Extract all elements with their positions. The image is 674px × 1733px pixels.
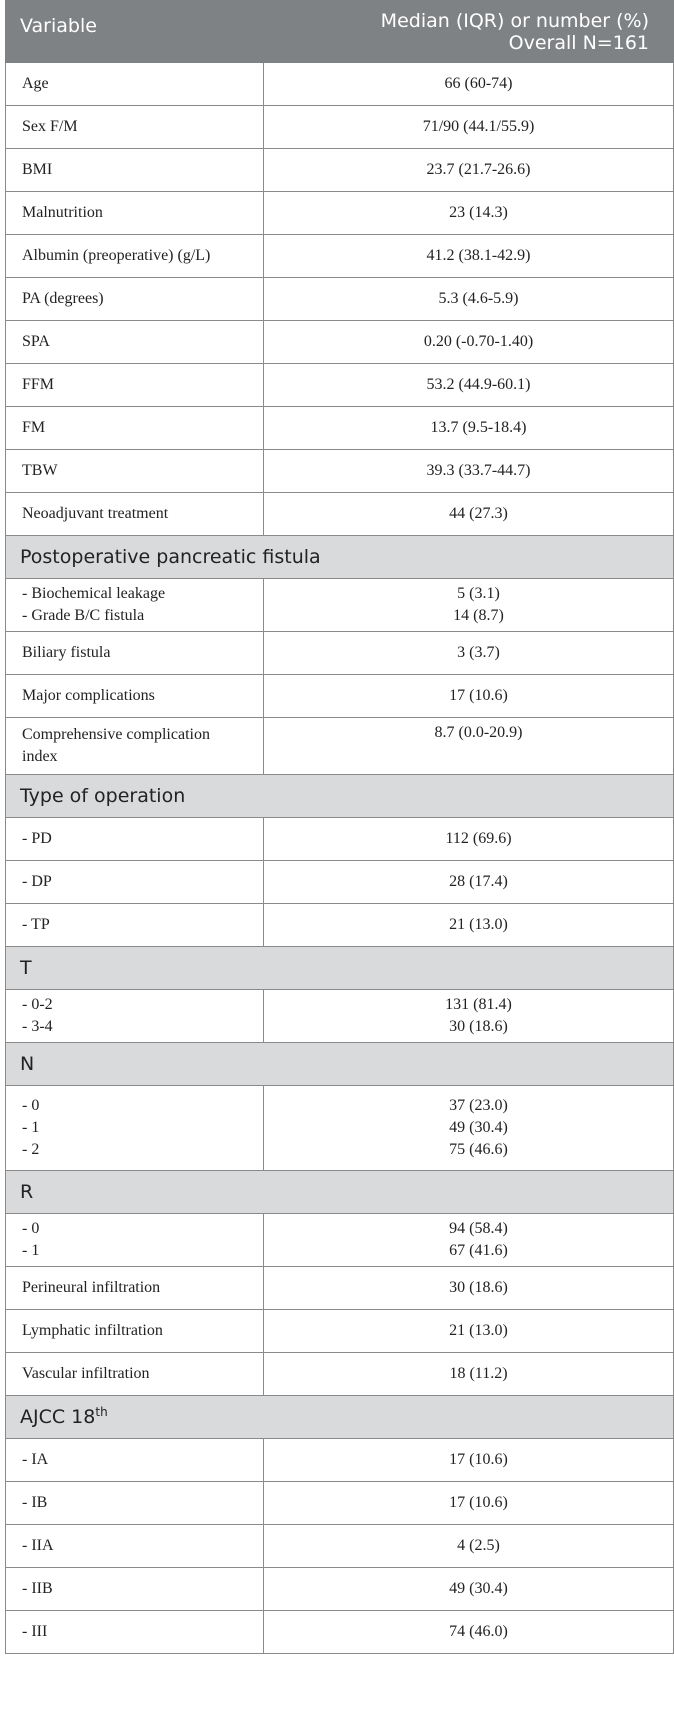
row-label: Major complications [6, 675, 264, 718]
section-title: N [6, 1043, 674, 1086]
table-row-t [6, 990, 674, 1043]
row-label [6, 579, 264, 632]
row-label: - IIB [6, 1568, 264, 1611]
row-value: 13.7 (9.5-18.4) [264, 407, 674, 450]
row-label: FFM [6, 364, 264, 407]
row-label-line: - Grade B/C fistula [22, 607, 145, 624]
row-value: 21 (13.0) [264, 1310, 674, 1353]
row-label: Sex F/M [6, 106, 264, 149]
table-row-iib [6, 1568, 674, 1611]
row-value: 18 (11.2) [264, 1353, 674, 1396]
table-row-bmi [6, 149, 674, 192]
row-label: FM [6, 407, 264, 450]
section-title [6, 1396, 674, 1439]
row-label: - IB [6, 1482, 264, 1525]
row-value: 28 (17.4) [264, 861, 674, 904]
section-title: R [6, 1171, 674, 1214]
row-value: 3 (3.7) [264, 632, 674, 675]
row-label: TBW [6, 450, 264, 493]
table-row-sex [6, 106, 674, 149]
row-label-line: - 0-2 [22, 996, 53, 1013]
table-row-tp [6, 904, 674, 947]
row-value [264, 579, 674, 632]
table-row-major [6, 675, 674, 718]
table-row-fm [6, 407, 674, 450]
row-label: - DP [6, 861, 264, 904]
table-row-ib [6, 1482, 674, 1525]
table-row-perineural [6, 1267, 674, 1310]
table-row-popf [6, 579, 674, 632]
row-label: Malnutrition [6, 192, 264, 235]
row-label-line: - 1 [22, 1119, 40, 1136]
section-row-operation [6, 775, 674, 818]
row-value-line: 14 (8.7) [453, 607, 504, 624]
row-value: 17 (10.6) [264, 1439, 674, 1482]
row-label: Lymphatic infiltration [6, 1310, 264, 1353]
row-label [6, 1214, 264, 1267]
row-value-line: 67 (41.6) [449, 1242, 508, 1259]
row-label-line: - 0 [22, 1220, 40, 1237]
table-row-neoadjuvant [6, 493, 674, 536]
characteristics-table [5, 0, 674, 1654]
table-row-vascular [6, 1353, 674, 1396]
table-row-dp [6, 861, 674, 904]
row-label: Albumin (preoperative) (g/L) [6, 235, 264, 278]
row-value: 4 (2.5) [264, 1525, 674, 1568]
section-row-t [6, 947, 674, 990]
row-label: PA (degrees) [6, 278, 264, 321]
row-label-line: - 0 [22, 1097, 40, 1114]
section-title: Type of operation [6, 775, 674, 818]
row-value-line: 94 (58.4) [449, 1220, 508, 1237]
row-label: Age [6, 63, 264, 106]
row-value-line: 5 (3.1) [457, 585, 500, 602]
row-label: - IIA [6, 1525, 264, 1568]
table-row-tbw [6, 450, 674, 493]
row-label [6, 718, 264, 775]
row-value: 49 (30.4) [264, 1568, 674, 1611]
row-value-line: 30 (18.6) [449, 1018, 508, 1035]
header-value-line2: Overall N=161 [508, 31, 649, 54]
table-row-r [6, 1214, 674, 1267]
row-value: 8.7 (0.0-20.9) [264, 718, 674, 775]
row-value [264, 1214, 674, 1267]
row-value: 23 (14.3) [264, 192, 674, 235]
row-label [6, 1086, 264, 1171]
row-label: - PD [6, 818, 264, 861]
row-value-line: 37 (23.0) [449, 1097, 508, 1114]
header-row [6, 1, 674, 63]
section-row-r [6, 1171, 674, 1214]
section-row-n [6, 1043, 674, 1086]
row-value: 17 (10.6) [264, 675, 674, 718]
table-row-cci [6, 718, 674, 775]
row-label-line: - 2 [22, 1141, 40, 1158]
row-value: 44 (27.3) [264, 493, 674, 536]
table-row-lymphatic [6, 1310, 674, 1353]
row-label: BMI [6, 149, 264, 192]
section-title-text: AJCC 18 [20, 1406, 96, 1428]
table-row-malnutrition [6, 192, 674, 235]
row-label-line: - Biochemical leakage [22, 585, 166, 602]
row-value-line: 75 (46.6) [449, 1141, 508, 1158]
row-label-line: index [22, 748, 58, 765]
row-value: 23.7 (21.7-26.6) [264, 149, 674, 192]
row-value: 17 (10.6) [264, 1482, 674, 1525]
row-value: 112 (69.6) [264, 818, 674, 861]
table-row-spa [6, 321, 674, 364]
row-value: 30 (18.6) [264, 1267, 674, 1310]
header-variable: Variable [6, 1, 264, 63]
row-label: Neoadjuvant treatment [6, 493, 264, 536]
row-label: Biliary fistula [6, 632, 264, 675]
row-value [264, 990, 674, 1043]
row-label: Perineural infiltration [6, 1267, 264, 1310]
header-value [264, 1, 674, 63]
row-label-line: - 3-4 [22, 1018, 53, 1035]
row-value: 5.3 (4.6-5.9) [264, 278, 674, 321]
section-row-ajcc [6, 1396, 674, 1439]
row-label-line: Comprehensive complication [22, 726, 210, 743]
row-label-line: - 1 [22, 1242, 40, 1259]
row-value [264, 1086, 674, 1171]
row-label [6, 990, 264, 1043]
section-title: T [6, 947, 674, 990]
table-row-pa [6, 278, 674, 321]
row-label: - TP [6, 904, 264, 947]
table-row-albumin [6, 235, 674, 278]
table-row-ffm [6, 364, 674, 407]
table-row-biliary [6, 632, 674, 675]
table-row-ia [6, 1439, 674, 1482]
row-value: 53.2 (44.9-60.1) [264, 364, 674, 407]
row-value: 21 (13.0) [264, 904, 674, 947]
row-value-line: 131 (81.4) [445, 996, 512, 1013]
section-title: Postoperative pancreatic fistula [6, 536, 674, 579]
header-value-line1: Median (IQR) or number (%) [380, 9, 649, 32]
row-value: 41.2 (38.1-42.9) [264, 235, 674, 278]
row-label: Vascular infiltration [6, 1353, 264, 1396]
table-row-iia [6, 1525, 674, 1568]
row-value: 0.20 (-0.70-1.40) [264, 321, 674, 364]
section-title-superscript: th [95, 1405, 108, 1419]
row-label: SPA [6, 321, 264, 364]
row-label: - III [6, 1611, 264, 1654]
row-value: 74 (46.0) [264, 1611, 674, 1654]
row-value-line: 49 (30.4) [449, 1119, 508, 1136]
row-value: 71/90 (44.1/55.9) [264, 106, 674, 149]
table-row-n [6, 1086, 674, 1171]
table-row-iii [6, 1611, 674, 1654]
table-row-age [6, 63, 674, 106]
row-value: 66 (60-74) [264, 63, 674, 106]
section-row-popf [6, 536, 674, 579]
row-value: 39.3 (33.7-44.7) [264, 450, 674, 493]
row-label: - IA [6, 1439, 264, 1482]
table-row-pd [6, 818, 674, 861]
